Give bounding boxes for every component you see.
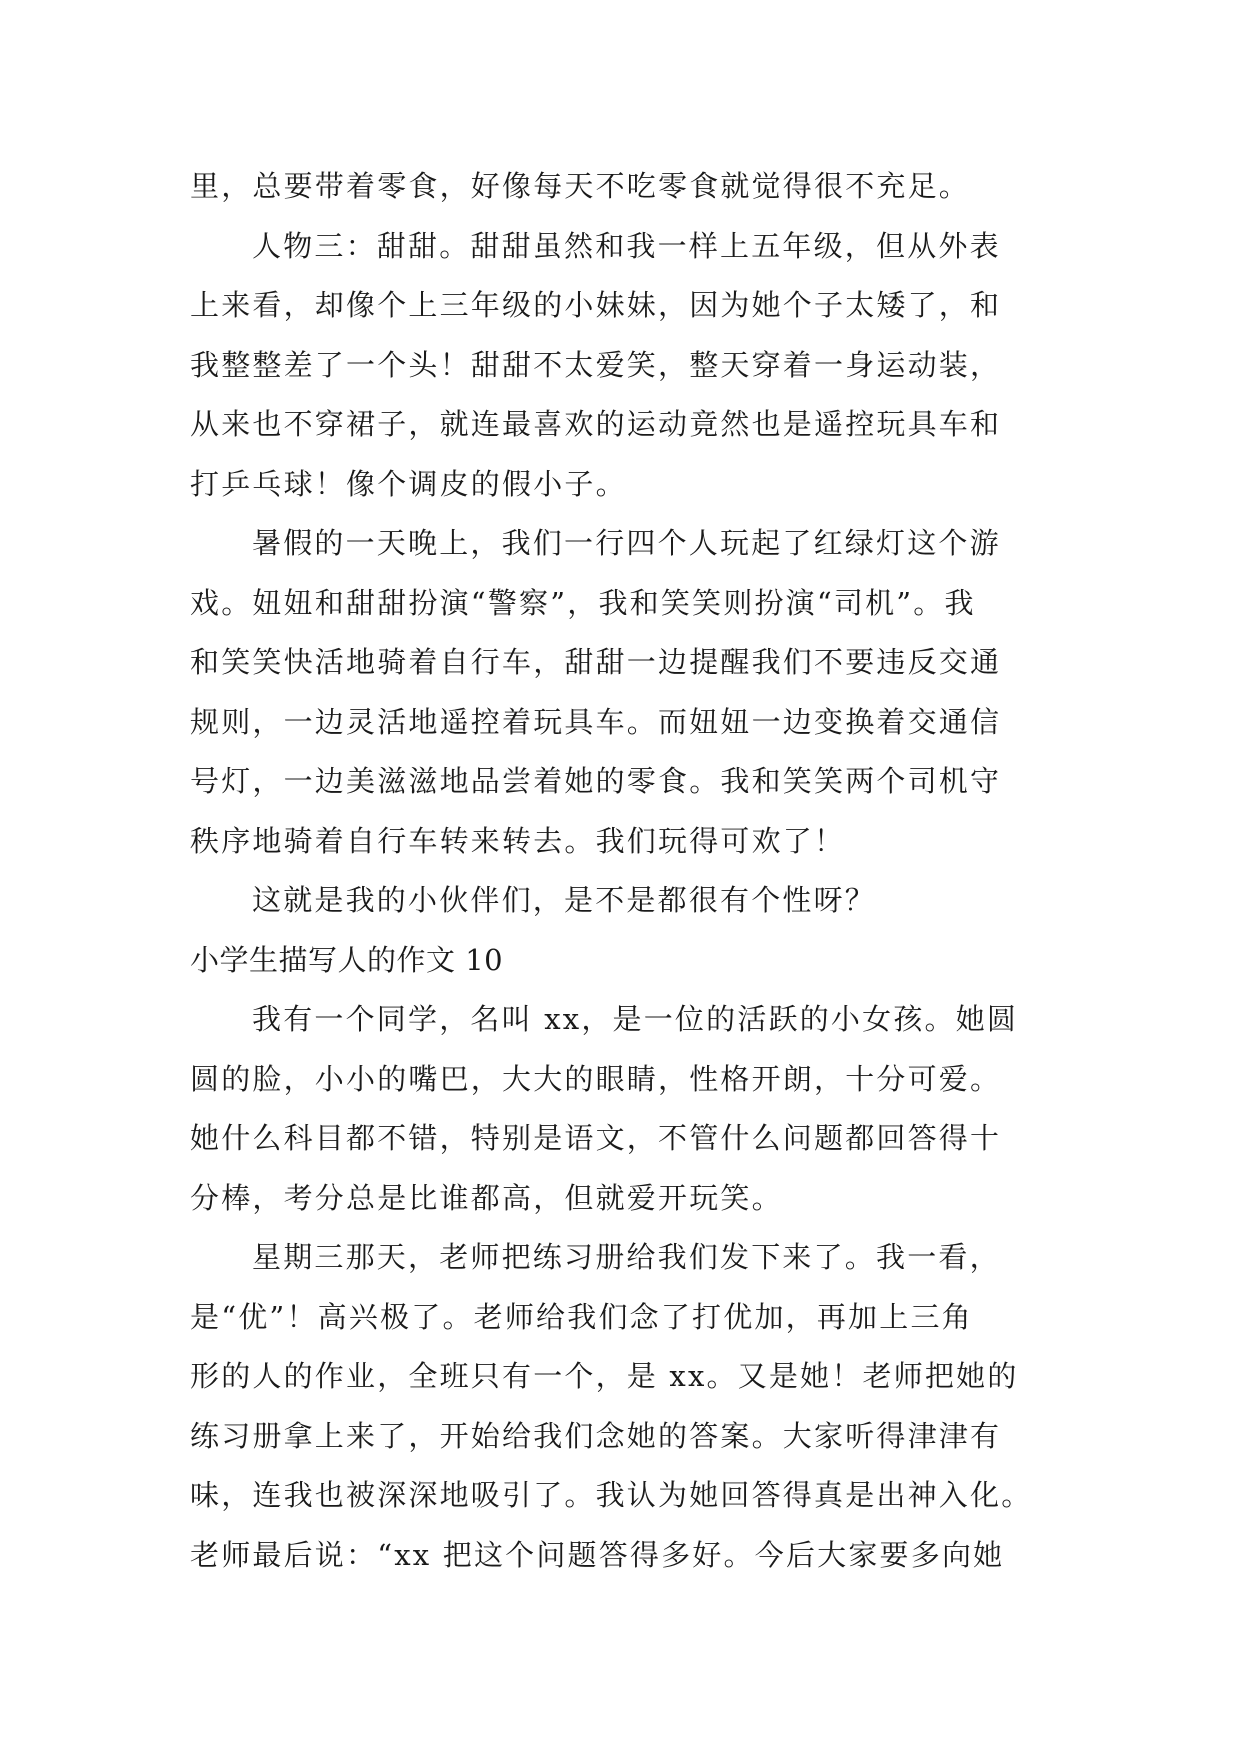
- text-line: 形的人的作业，全班只有一个，是 xx。又是她！老师把她的: [190, 1359, 1019, 1393]
- text-line: 上来看，却像个上三年级的小妹妹，因为她个子太矮了，和: [190, 288, 1002, 322]
- text-line: 秩序地骑着自行车转来转去。我们玩得可欢了！: [190, 823, 846, 858]
- text-line: 规则，一边灵活地遥控着玩具车。而妞妞一边变换着交通信: [190, 704, 1002, 739]
- paragraph-start-line: 我有一个同学，名叫 xx，是一位的活跃的小女孩。她圆: [252, 1002, 1019, 1036]
- text-line: 圆的脸，小小的嘴巴，大大的眼睛，性格开朗，十分可爱。: [190, 1061, 1002, 1096]
- paragraph-start-line: 这就是我的小伙伴们，是不是都很有个性呀？: [252, 883, 877, 917]
- text-line: 和笑笑快活地骑着自行车，甜甜一边提醒我们不要违反交通: [190, 645, 1002, 679]
- text-line: 她什么科目都不错，特别是语文，不管什么问题都回答得十: [190, 1121, 1002, 1155]
- text-line: 号灯，一边美滋滋地品尝着她的零食。我和笑笑两个司机守: [190, 764, 1002, 798]
- text-line: 是“优”！高兴极了。老师给我们念了打优加，再加上三角: [190, 1299, 973, 1334]
- text-line: 练习册拿上来了，开始给我们念她的答案。大家听得津津有: [190, 1418, 1002, 1453]
- text-line: 打乒乓球！像个调皮的假小子。: [190, 466, 627, 501]
- text-line: 老师最后说：“xx 把这个问题答得多好。今后大家要多向她: [190, 1537, 1005, 1572]
- text-line: 分棒，考分总是比谁都高，但就爱开玩笑。: [190, 1180, 783, 1215]
- text-line: 戏。妞妞和甜甜扮演“警察”，我和笑笑则扮演“司机”。我: [190, 585, 976, 620]
- text-line: 里，总要带着零食，好像每天不吃零食就觉得很不充足。: [190, 169, 971, 203]
- text-line: 我整整差了一个头！甜甜不太爱笑，整天穿着一身运动装，: [190, 347, 1002, 382]
- paragraph-start-line: 人物三：甜甜。甜甜虽然和我一样上五年级，但从外表: [252, 228, 1001, 263]
- document-body: [190, 157, 1070, 1585]
- text-line: 味，连我也被深深地吸引了。我认为她回答得真是出神入化。: [190, 1478, 1033, 1512]
- paragraph-start-line: 星期三那天，老师把练习册给我们发下来了。我一看，: [252, 1240, 1001, 1274]
- section-heading: 小学生描写人的作文 10: [190, 942, 504, 977]
- paragraph-start-line: 暑假的一天晚上，我们一行四个人玩起了红绿灯这个游: [252, 526, 1001, 560]
- text-line: 从来也不穿裙子，就连最喜欢的运动竟然也是遥控玩具车和: [190, 407, 1002, 441]
